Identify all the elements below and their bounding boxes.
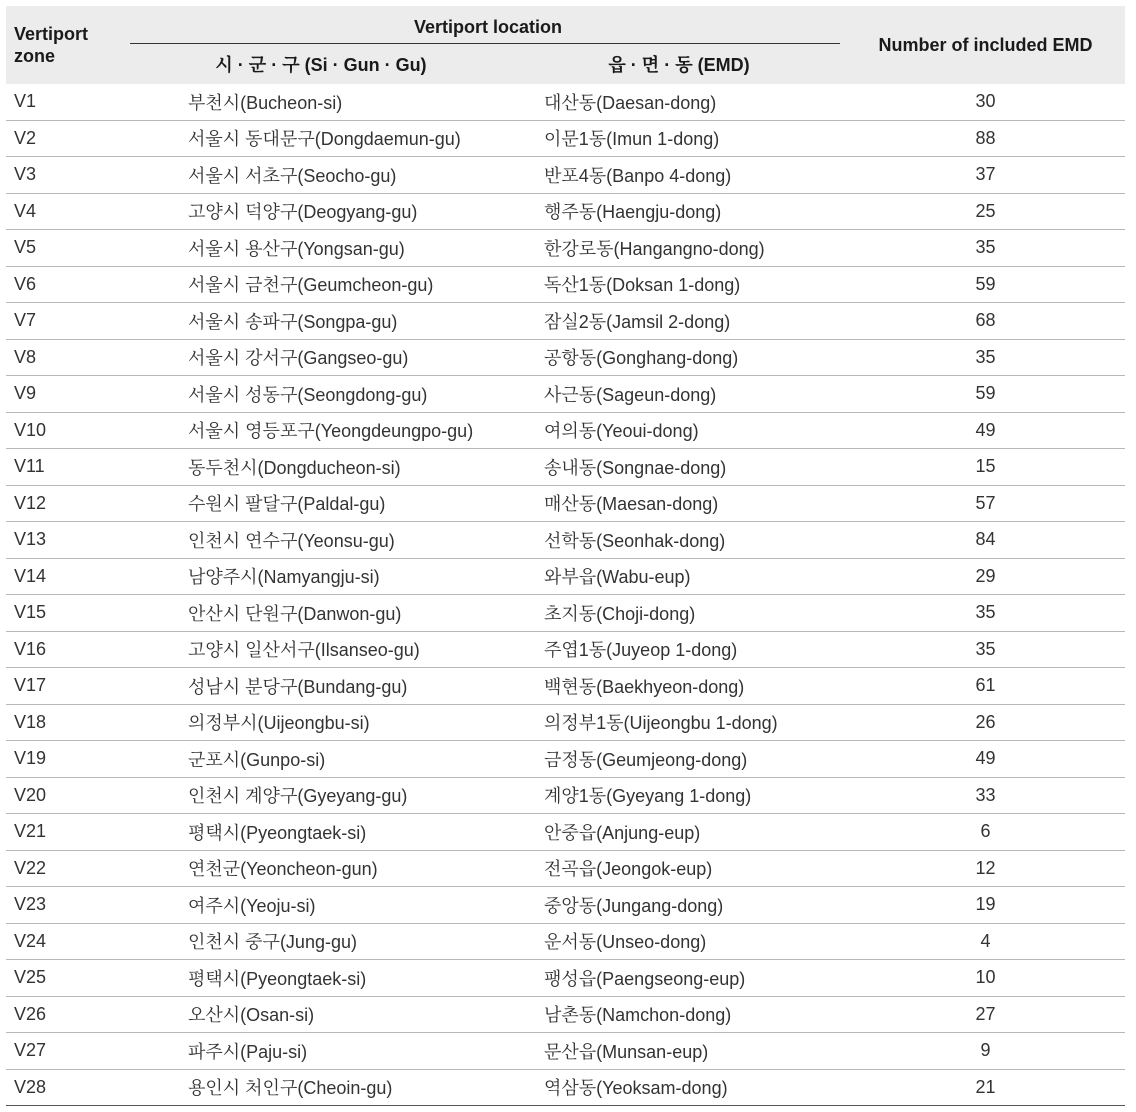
emd-count-cell: 35 <box>846 230 1125 267</box>
header-vertiport-location-label: Vertiport location <box>413 17 563 37</box>
table-row <box>6 193 1125 230</box>
si-gun-gu-cell: 서울시 강서구(Gangseo-gu) <box>130 339 512 376</box>
emd-cell: 사근동(Sageun-dong) <box>512 376 846 413</box>
table-row <box>6 558 1125 595</box>
emd-count-cell: 25 <box>846 193 1125 230</box>
si-gun-gu-cell: 서울시 용산구(Yongsan-gu) <box>130 230 512 267</box>
table-row <box>6 668 1125 705</box>
table-row <box>6 303 1125 340</box>
table-row <box>6 996 1125 1033</box>
emd-cell: 중앙동(Jungang-dong) <box>512 887 846 924</box>
emd-count-cell: 84 <box>846 522 1125 559</box>
si-gun-gu-cell: 수원시 팔달구(Paldal-gu) <box>130 485 512 522</box>
emd-cell: 여의동(Yeoui-dong) <box>512 412 846 449</box>
si-gun-gu-cell: 인천시 중구(Jung-gu) <box>130 923 512 960</box>
emd-count-cell: 57 <box>846 485 1125 522</box>
si-gun-gu-cell: 인천시 연수구(Yeonsu-gu) <box>130 522 512 559</box>
emd-count-cell: 35 <box>846 339 1125 376</box>
si-gun-gu-cell: 용인시 처인구(Cheoin-gu) <box>130 1069 512 1106</box>
zone-cell: V12 <box>6 485 130 522</box>
table-row <box>6 1069 1125 1106</box>
header-number-of-emd <box>846 6 1125 84</box>
emd-count-cell: 59 <box>846 376 1125 413</box>
emd-count-cell: 12 <box>846 850 1125 887</box>
header-vertiport-zone-label: Vertiport zone <box>14 24 89 66</box>
table-row <box>6 887 1125 924</box>
si-gun-gu-cell: 의정부시(Uijeongbu-si) <box>130 704 512 741</box>
table-row <box>6 923 1125 960</box>
zone-cell: V4 <box>6 193 130 230</box>
zone-cell: V7 <box>6 303 130 340</box>
zone-cell: V19 <box>6 741 130 778</box>
emd-cell: 남촌동(Namchon-dong) <box>512 996 846 1033</box>
zone-cell: V11 <box>6 449 130 486</box>
si-gun-gu-cell: 오산시(Osan-si) <box>130 996 512 1033</box>
emd-cell: 이문1동(Imun 1-dong) <box>512 120 846 157</box>
table-row <box>6 631 1125 668</box>
si-gun-gu-cell: 서울시 서초구(Seocho-gu) <box>130 157 512 194</box>
emd-count-cell: 49 <box>846 412 1125 449</box>
zone-cell: V17 <box>6 668 130 705</box>
table-body <box>6 84 1125 1106</box>
table-row <box>6 485 1125 522</box>
table-row <box>6 120 1125 157</box>
table-row <box>6 814 1125 851</box>
table-row <box>6 449 1125 486</box>
si-gun-gu-cell: 파주시(Paju-si) <box>130 1033 512 1070</box>
emd-count-cell: 9 <box>846 1033 1125 1070</box>
emd-cell: 주엽1동(Juyeop 1-dong) <box>512 631 846 668</box>
table-row <box>6 960 1125 997</box>
table-row <box>6 522 1125 559</box>
si-gun-gu-cell: 고양시 일산서구(Ilsanseo-gu) <box>130 631 512 668</box>
emd-count-cell: 49 <box>846 741 1125 778</box>
emd-cell: 대산동(Daesan-dong) <box>512 84 846 120</box>
si-gun-gu-cell: 서울시 동대문구(Dongdaemun-gu) <box>130 120 512 157</box>
header-number-of-emd-label: Number of included EMD <box>878 34 1093 55</box>
table-row <box>6 376 1125 413</box>
si-gun-gu-cell: 평택시(Pyeongtaek-si) <box>130 960 512 997</box>
zone-cell: V2 <box>6 120 130 157</box>
header-row-top <box>6 6 1125 44</box>
emd-cell: 역삼동(Yeoksam-dong) <box>512 1069 846 1106</box>
header-emd-label: 읍 · 면 · 동 (EMD) <box>608 55 750 75</box>
header-location-divider <box>130 43 840 44</box>
vertiport-table <box>6 6 1125 1106</box>
emd-count-cell: 30 <box>846 84 1125 120</box>
zone-cell: V13 <box>6 522 130 559</box>
si-gun-gu-cell: 인천시 계양구(Gyeyang-gu) <box>130 777 512 814</box>
si-gun-gu-cell: 부천시(Bucheon-si) <box>130 84 512 120</box>
table-row <box>6 704 1125 741</box>
table-row <box>6 1033 1125 1070</box>
si-gun-gu-cell: 평택시(Pyeongtaek-si) <box>130 814 512 851</box>
table-row <box>6 595 1125 632</box>
si-gun-gu-cell: 안산시 단원구(Danwon-gu) <box>130 595 512 632</box>
table-row <box>6 230 1125 267</box>
zone-cell: V24 <box>6 923 130 960</box>
zone-cell: V3 <box>6 157 130 194</box>
emd-cell: 초지동(Choji-dong) <box>512 595 846 632</box>
header-si-gun-gu <box>130 44 512 84</box>
emd-cell: 와부읍(Wabu-eup) <box>512 558 846 595</box>
si-gun-gu-cell: 연천군(Yeoncheon-gun) <box>130 850 512 887</box>
emd-cell: 전곡읍(Jeongok-eup) <box>512 850 846 887</box>
emd-count-cell: 61 <box>846 668 1125 705</box>
emd-count-cell: 35 <box>846 595 1125 632</box>
emd-count-cell: 35 <box>846 631 1125 668</box>
emd-cell: 계양1동(Gyeyang 1-dong) <box>512 777 846 814</box>
si-gun-gu-cell: 서울시 금천구(Geumcheon-gu) <box>130 266 512 303</box>
emd-count-cell: 33 <box>846 777 1125 814</box>
emd-cell: 문산읍(Munsan-eup) <box>512 1033 846 1070</box>
zone-cell: V10 <box>6 412 130 449</box>
emd-cell: 의정부1동(Uijeongbu 1-dong) <box>512 704 846 741</box>
zone-cell: V15 <box>6 595 130 632</box>
zone-cell: V6 <box>6 266 130 303</box>
emd-cell: 독산1동(Doksan 1-dong) <box>512 266 846 303</box>
emd-cell: 운서동(Unseo-dong) <box>512 923 846 960</box>
table-row <box>6 850 1125 887</box>
emd-cell: 백현동(Baekhyeon-dong) <box>512 668 846 705</box>
emd-cell: 안중읍(Anjung-eup) <box>512 814 846 851</box>
si-gun-gu-cell: 성남시 분당구(Bundang-gu) <box>130 668 512 705</box>
zone-cell: V21 <box>6 814 130 851</box>
zone-cell: V5 <box>6 230 130 267</box>
si-gun-gu-cell: 고양시 덕양구(Deogyang-gu) <box>130 193 512 230</box>
table-row <box>6 84 1125 120</box>
table-row <box>6 412 1125 449</box>
emd-cell: 공항동(Gonghang-dong) <box>512 339 846 376</box>
zone-cell: V27 <box>6 1033 130 1070</box>
emd-count-cell: 4 <box>846 923 1125 960</box>
emd-count-cell: 29 <box>846 558 1125 595</box>
emd-cell: 팽성읍(Paengseong-eup) <box>512 960 846 997</box>
zone-cell: V1 <box>6 84 130 120</box>
zone-cell: V23 <box>6 887 130 924</box>
emd-count-cell: 6 <box>846 814 1125 851</box>
emd-count-cell: 88 <box>846 120 1125 157</box>
emd-count-cell: 15 <box>846 449 1125 486</box>
emd-cell: 송내동(Songnae-dong) <box>512 449 846 486</box>
zone-cell: V8 <box>6 339 130 376</box>
table-row <box>6 741 1125 778</box>
table-row <box>6 266 1125 303</box>
zone-cell: V28 <box>6 1069 130 1106</box>
zone-cell: V26 <box>6 996 130 1033</box>
table-header <box>6 6 1125 84</box>
emd-count-cell: 26 <box>846 704 1125 741</box>
header-vertiport-zone <box>6 6 130 84</box>
emd-cell: 한강로동(Hangangno-dong) <box>512 230 846 267</box>
si-gun-gu-cell: 서울시 송파구(Songpa-gu) <box>130 303 512 340</box>
emd-cell: 금정동(Geumjeong-dong) <box>512 741 846 778</box>
table-row <box>6 339 1125 376</box>
emd-count-cell: 68 <box>846 303 1125 340</box>
zone-cell: V9 <box>6 376 130 413</box>
si-gun-gu-cell: 여주시(Yeoju-si) <box>130 887 512 924</box>
table-row <box>6 777 1125 814</box>
emd-count-cell: 59 <box>846 266 1125 303</box>
zone-cell: V18 <box>6 704 130 741</box>
emd-count-cell: 21 <box>846 1069 1125 1106</box>
vertiport-table-container <box>6 6 1125 1106</box>
table-row <box>6 157 1125 194</box>
emd-cell: 선학동(Seonhak-dong) <box>512 522 846 559</box>
si-gun-gu-cell: 서울시 성동구(Seongdong-gu) <box>130 376 512 413</box>
emd-count-cell: 19 <box>846 887 1125 924</box>
emd-cell: 반포4동(Banpo 4-dong) <box>512 157 846 194</box>
si-gun-gu-cell: 남양주시(Namyangju-si) <box>130 558 512 595</box>
emd-cell: 행주동(Haengju-dong) <box>512 193 846 230</box>
zone-cell: V14 <box>6 558 130 595</box>
emd-count-cell: 10 <box>846 960 1125 997</box>
emd-cell: 잠실2동(Jamsil 2-dong) <box>512 303 846 340</box>
header-si-gun-gu-label: 시 · 군 · 구 (Si · Gun · Gu) <box>215 55 427 75</box>
zone-cell: V22 <box>6 850 130 887</box>
header-emd <box>512 44 846 84</box>
si-gun-gu-cell: 군포시(Gunpo-si) <box>130 741 512 778</box>
emd-count-cell: 27 <box>846 996 1125 1033</box>
si-gun-gu-cell: 서울시 영등포구(Yeongdeungpo-gu) <box>130 412 512 449</box>
zone-cell: V25 <box>6 960 130 997</box>
header-vertiport-location <box>130 6 846 44</box>
zone-cell: V16 <box>6 631 130 668</box>
zone-cell: V20 <box>6 777 130 814</box>
emd-cell: 매산동(Maesan-dong) <box>512 485 846 522</box>
emd-count-cell: 37 <box>846 157 1125 194</box>
si-gun-gu-cell: 동두천시(Dongducheon-si) <box>130 449 512 486</box>
